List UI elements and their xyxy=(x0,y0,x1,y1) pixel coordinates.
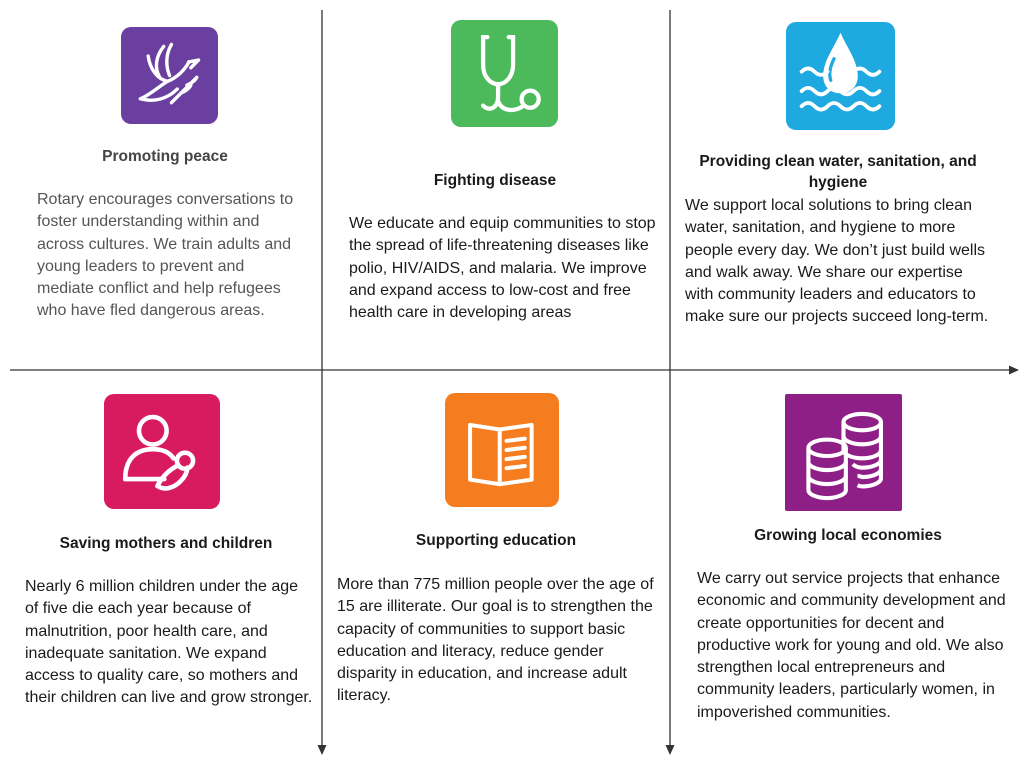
vertical-axis-right-arrowhead xyxy=(666,745,675,755)
promoting-peace-title: Promoting peace xyxy=(102,148,228,165)
supporting-education-body: More than 775 million people over the age of 15 are illiterate. Our goal is to strengthen the capacity of communities to support basic education and literacy, reduce gender disparity in education, and increase adult literacy. xyxy=(337,576,654,705)
local-economies-body: We carry out service projects that enhance economic and community development and create opportunities for decent and productive work for young and old. We also strengthen local entrepreneurs and community leaders, particularly women, in impoverished communities. xyxy=(697,570,1006,721)
saving-mothers-body: Nearly 6 million children under the age of five die each year because of malnutrition, poor health care, and inadequate sanitation. We expand access to quality care, so mothers and their children can live and grow stronger. xyxy=(25,578,313,707)
clean-water-body: We support local solutions to bring clean water, sanitation, and hygiene to more people every day. We don’t just build wells and walk away. We share our expertise with community leaders and educators to make sure our projects succeed long-term. xyxy=(685,197,989,326)
supporting-education-title: Supporting education xyxy=(415,532,577,549)
clean-water-title: Providing clean water, sanitation, and hygiene xyxy=(699,153,977,191)
coins-icon xyxy=(785,394,902,511)
saving-mothers-title: Saving mothers and children xyxy=(59,535,273,552)
dove-icon xyxy=(121,27,218,124)
stethoscope-icon xyxy=(451,20,558,127)
fighting-disease-body: We educate and equip communities to stop the spread of life-threatening diseases like polio, HIV/AIDS, and malaria. We improve and expand access to low-cost and free health care in developing areas xyxy=(349,215,656,322)
local-economies-title: Growing local economies xyxy=(754,527,942,544)
mother-child-icon xyxy=(104,394,220,509)
vertical-axis-left-arrowhead xyxy=(318,745,327,755)
book-icon xyxy=(445,393,559,507)
water-drop-icon xyxy=(786,22,895,130)
fighting-disease-title: Fighting disease xyxy=(433,172,557,189)
horizontal-axis-arrowhead xyxy=(1009,366,1019,375)
promoting-peace-body: Rotary encourages conversations to foster understanding within and across cultures. We train adults and young leaders to prevent and mediate conflict and help refugees who have fled dangerous areas. xyxy=(37,191,294,320)
